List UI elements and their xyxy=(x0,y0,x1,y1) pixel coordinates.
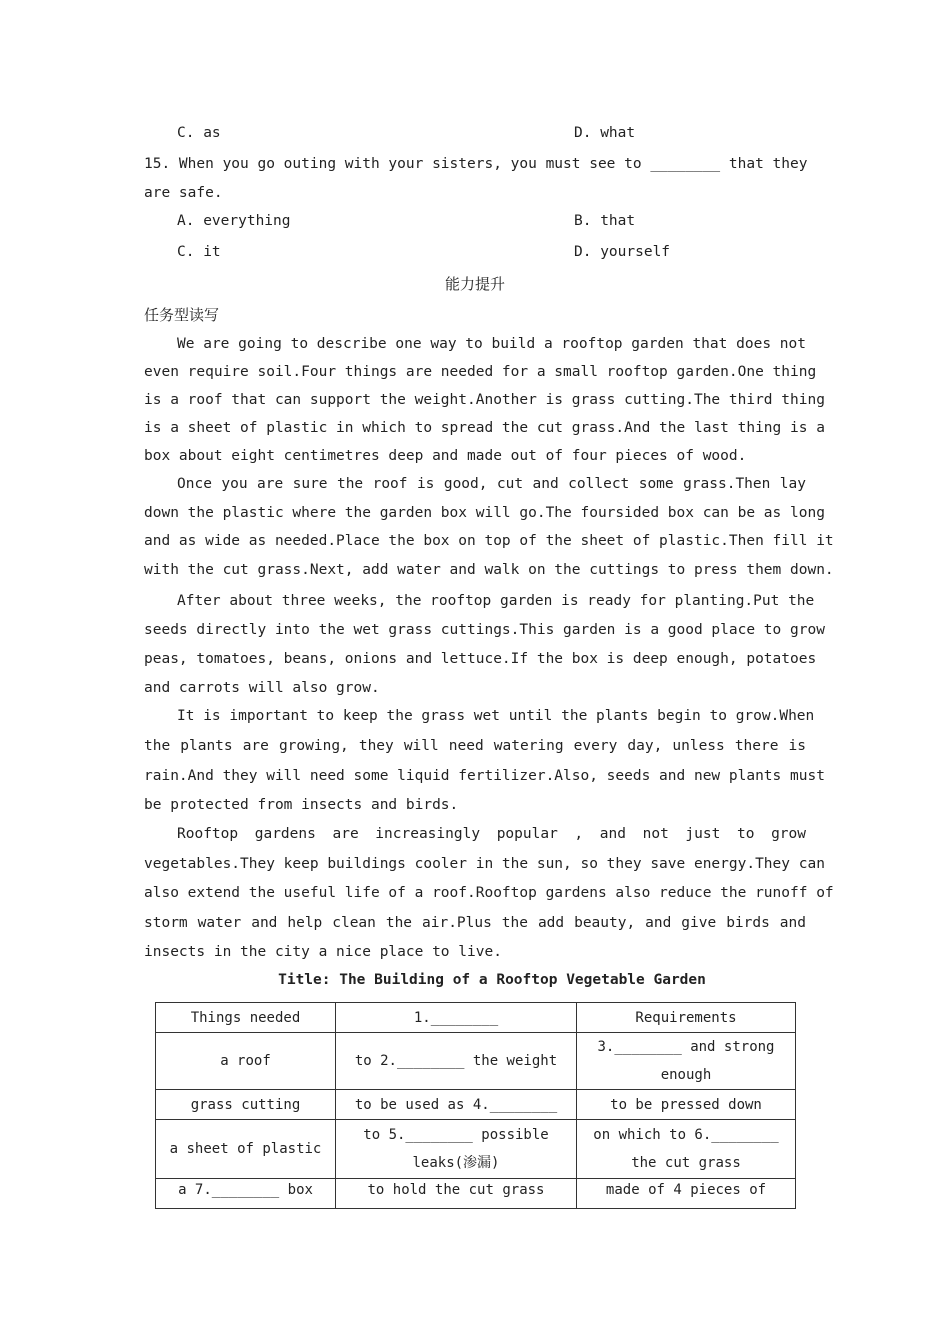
passage-line: even require soil.Four things are needed for a small rooftop garden.One thing xyxy=(144,364,817,380)
task-table xyxy=(155,1002,796,1209)
q14-option-c: C. as xyxy=(177,125,221,141)
passage-line: be protected from insects and birds. xyxy=(144,797,459,813)
passage-line: vegetables.They keep buildings cooler in the sun, so they save energy.They can xyxy=(144,856,825,872)
passage-line: peas, tomatoes, beans, onions and lettuce.If the box is deep enough, potatoes xyxy=(144,651,817,667)
task-label: 任务型读写 xyxy=(144,306,220,324)
passage-line: insects in the city a nice place to live. xyxy=(144,944,502,960)
table-cell: 3.________ and strong enough xyxy=(577,1033,796,1090)
passage-line: storm water and help clean the air.Plus the add beauty, and give birds and xyxy=(144,915,806,931)
passage-line: also extend the useful life of a roof.Rooftop gardens also reduce the runoff of xyxy=(144,885,834,901)
q15-option-a: A. everything xyxy=(177,213,291,229)
passage-line: the plants are growing, they will need watering every day, unless there is xyxy=(144,738,806,754)
table-cell: to 5.________ possible leaks(渗漏) xyxy=(336,1120,577,1179)
table-row xyxy=(156,1120,796,1179)
table-cell: to hold the cut grass xyxy=(336,1179,577,1209)
passage-line: down the plastic where the garden box will go.The foursided box can be as long xyxy=(144,505,825,521)
passage-line: with the cut grass.Next, add water and walk on the cuttings to press them down. xyxy=(144,562,834,578)
table-cell: on which to 6.________ the cut grass xyxy=(577,1120,796,1179)
table-cell: made of 4 pieces of xyxy=(577,1179,796,1209)
q15-option-d: D. yourself xyxy=(574,244,671,260)
passage-line: After about three weeks, the rooftop garden is ready for planting.Put the xyxy=(177,593,815,609)
table-cell: to be pressed down xyxy=(577,1090,796,1120)
table-cell: 1.________ xyxy=(336,1003,577,1033)
table-cell: to 2.________ the weight xyxy=(336,1033,577,1090)
table-row xyxy=(156,1090,796,1120)
passage-line: rain.And they will need some liquid fertilizer.Also, seeds and new plants must xyxy=(144,768,825,784)
table-cell: grass cutting xyxy=(156,1090,336,1120)
passage-line: Rooftop gardens are increasingly popular , and not just to grow xyxy=(177,826,806,842)
q15-option-c: C. it xyxy=(177,244,221,260)
table-cell: a roof xyxy=(156,1033,336,1090)
passage-line: is a roof that can support the weight.Another is grass cutting.The third thing xyxy=(144,392,825,408)
table-row xyxy=(156,1179,796,1209)
passage-line: and carrots will also grow. xyxy=(144,680,380,696)
table-cell: to be used as 4.________ xyxy=(336,1090,577,1120)
passage-line: is a sheet of plastic in which to spread the cut grass.And the last thing is a xyxy=(144,420,825,436)
passage-line: It is important to keep the grass wet until the plants begin to grow.When xyxy=(177,708,815,724)
passage-line: and as wide as needed.Place the box on top of the sheet of plastic.Then fill it xyxy=(144,533,834,549)
table-cell: a 7.________ box xyxy=(156,1179,336,1209)
table-cell: Things needed xyxy=(156,1003,336,1033)
table-row xyxy=(156,1033,796,1090)
section-heading: 能力提升 xyxy=(444,275,505,293)
table-cell: a sheet of plastic xyxy=(156,1120,336,1179)
table-cell: Requirements xyxy=(577,1003,796,1033)
q15-option-b: B. that xyxy=(574,213,636,229)
q15-stem-line1: 15. When you go outing with your sisters, you must see to ________ that they xyxy=(144,156,808,172)
q15-stem-line2: are safe. xyxy=(144,185,223,201)
table-title: Title: The Building of a Rooftop Vegetable Garden xyxy=(278,972,706,988)
q14-option-d: D. what xyxy=(574,125,636,141)
table-row xyxy=(156,1003,796,1033)
passage-line: box about eight centimetres deep and made out of four pieces of wood. xyxy=(144,448,747,464)
passage-line: Once you are sure the roof is good, cut and collect some grass.Then lay xyxy=(177,476,806,492)
passage-line: We are going to describe one way to build a rooftop garden that does not xyxy=(177,336,806,352)
passage-line: seeds directly into the wet grass cuttings.This garden is a good place to grow xyxy=(144,622,825,638)
